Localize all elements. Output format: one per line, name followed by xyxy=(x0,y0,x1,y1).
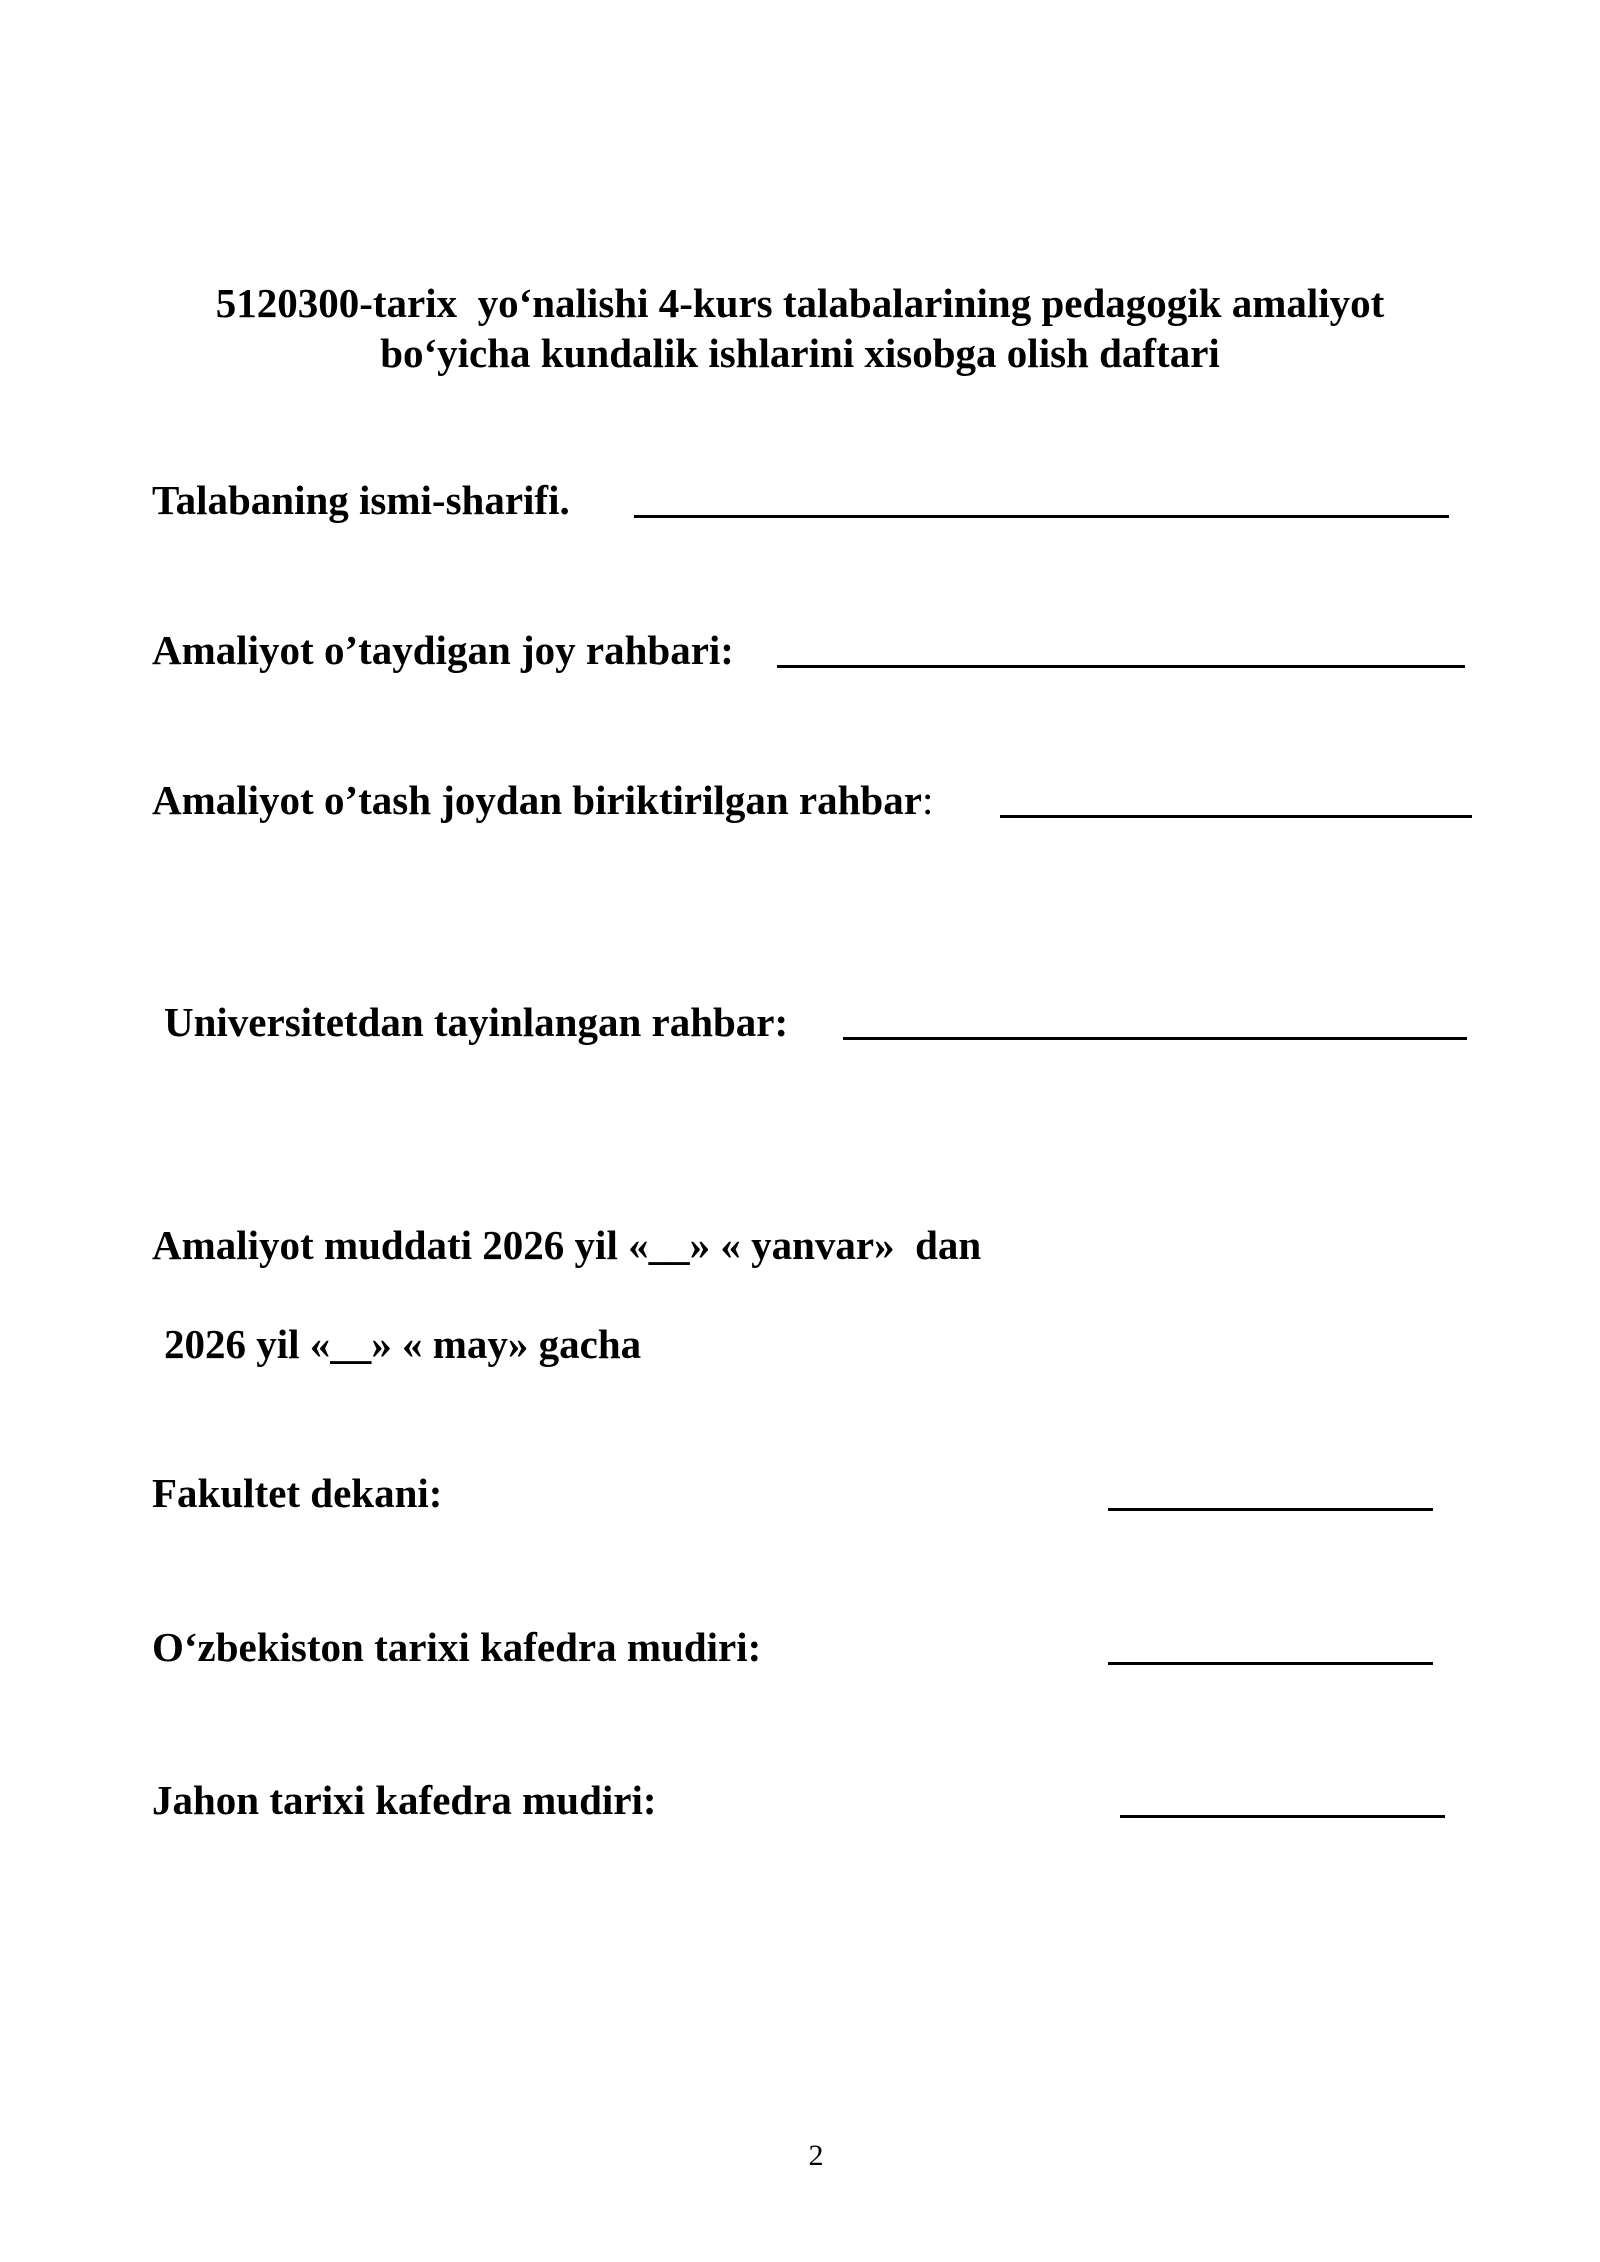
page-number: 2 xyxy=(808,2139,824,2172)
uzbek-history-head-label: O‘zbekiston tarixi kafedra mudiri: xyxy=(152,1624,762,1670)
student-name-blank xyxy=(634,515,1449,518)
title-line-1: 5120300-tarix yo‘nalishi 4-kurs talabalarining pedagogik amaliyot xyxy=(215,280,1385,326)
site-head-label: Amaliyot o’taydigan joy rahbari: xyxy=(152,627,734,673)
assigned-supervisor-blank xyxy=(1000,815,1472,818)
university-supervisor-blank xyxy=(843,1037,1467,1040)
student-name-label: Talabaning ismi-sharifi. xyxy=(152,477,570,523)
world-history-head-label: Jahon tarixi kafedra mudiri: xyxy=(152,1777,657,1823)
assigned-supervisor-label xyxy=(152,775,933,825)
assigned-supervisor-label-text: Amaliyot o’tash joydan biriktirilgan rahbar xyxy=(152,777,922,823)
dean-signature-blank xyxy=(1108,1508,1433,1511)
university-supervisor-label: Universitetdan tayinlangan rahbar: xyxy=(164,999,789,1045)
period-start-line: Amaliyot muddati 2026 yil «__» « yanvar» dan xyxy=(152,1222,982,1268)
title-line-2: bo‘yicha kundalik ishlarini xisobga olish daftari xyxy=(380,330,1220,376)
dean-label: Fakultet dekani: xyxy=(152,1470,443,1516)
period-end-line: 2026 yil «__» « may» gacha xyxy=(164,1321,642,1367)
assigned-supervisor-colon: : xyxy=(921,777,934,823)
uzbek-history-head-signature-blank xyxy=(1108,1662,1433,1665)
site-head-blank xyxy=(777,665,1465,668)
world-history-head-signature-blank xyxy=(1120,1815,1445,1818)
